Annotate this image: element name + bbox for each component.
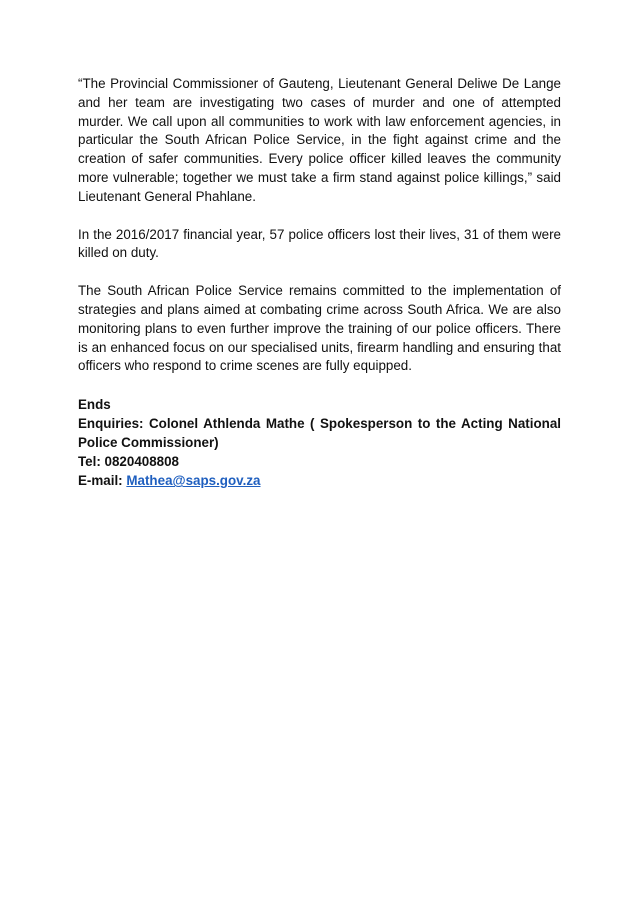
email-label: E-mail: — [78, 473, 127, 489]
contact-footer — [78, 395, 561, 490]
paragraph-statistics: In the 2016/2017 financial year, 57 police officers lost their lives, 31 of them were killed on duty. — [78, 226, 561, 261]
email-line — [78, 471, 561, 490]
paragraph-commitment: The South African Police Service remains committed to the implementation of strategies and plans aimed at combating crime across South Africa. We are also monitoring plans to even further improve the training of our police officers. There is an enhanced focus on our specialised units, firearm handling and ensuring that officers who respond to crime scenes are fully equipped. — [78, 283, 561, 374]
email-link[interactable]: Mathea@saps.gov.za — [126, 473, 261, 489]
paragraph-quote: “The Provincial Commissioner of Gauteng, Lieutenant General Deliwe De Lange and her team are investigating two cases of murder and one of attempted murder. We call upon all communities to work with law enforcement agencies, in particular the South African Police Service, in the fight against crime and the creation of safer communities. Every police officer killed leaves the community more vulnerable; together we must take a firm stand against police killings,” said Lieutenant General Phahlane. — [78, 76, 561, 204]
document-page — [78, 75, 561, 490]
ends-label: Ends — [78, 397, 111, 413]
enquiries-line: Enquiries: Colonel Athlenda Mathe ( Spokesperson to the Acting National Police Commissioner) — [78, 416, 561, 451]
tel-line: Tel: 0820408808 — [78, 454, 180, 470]
